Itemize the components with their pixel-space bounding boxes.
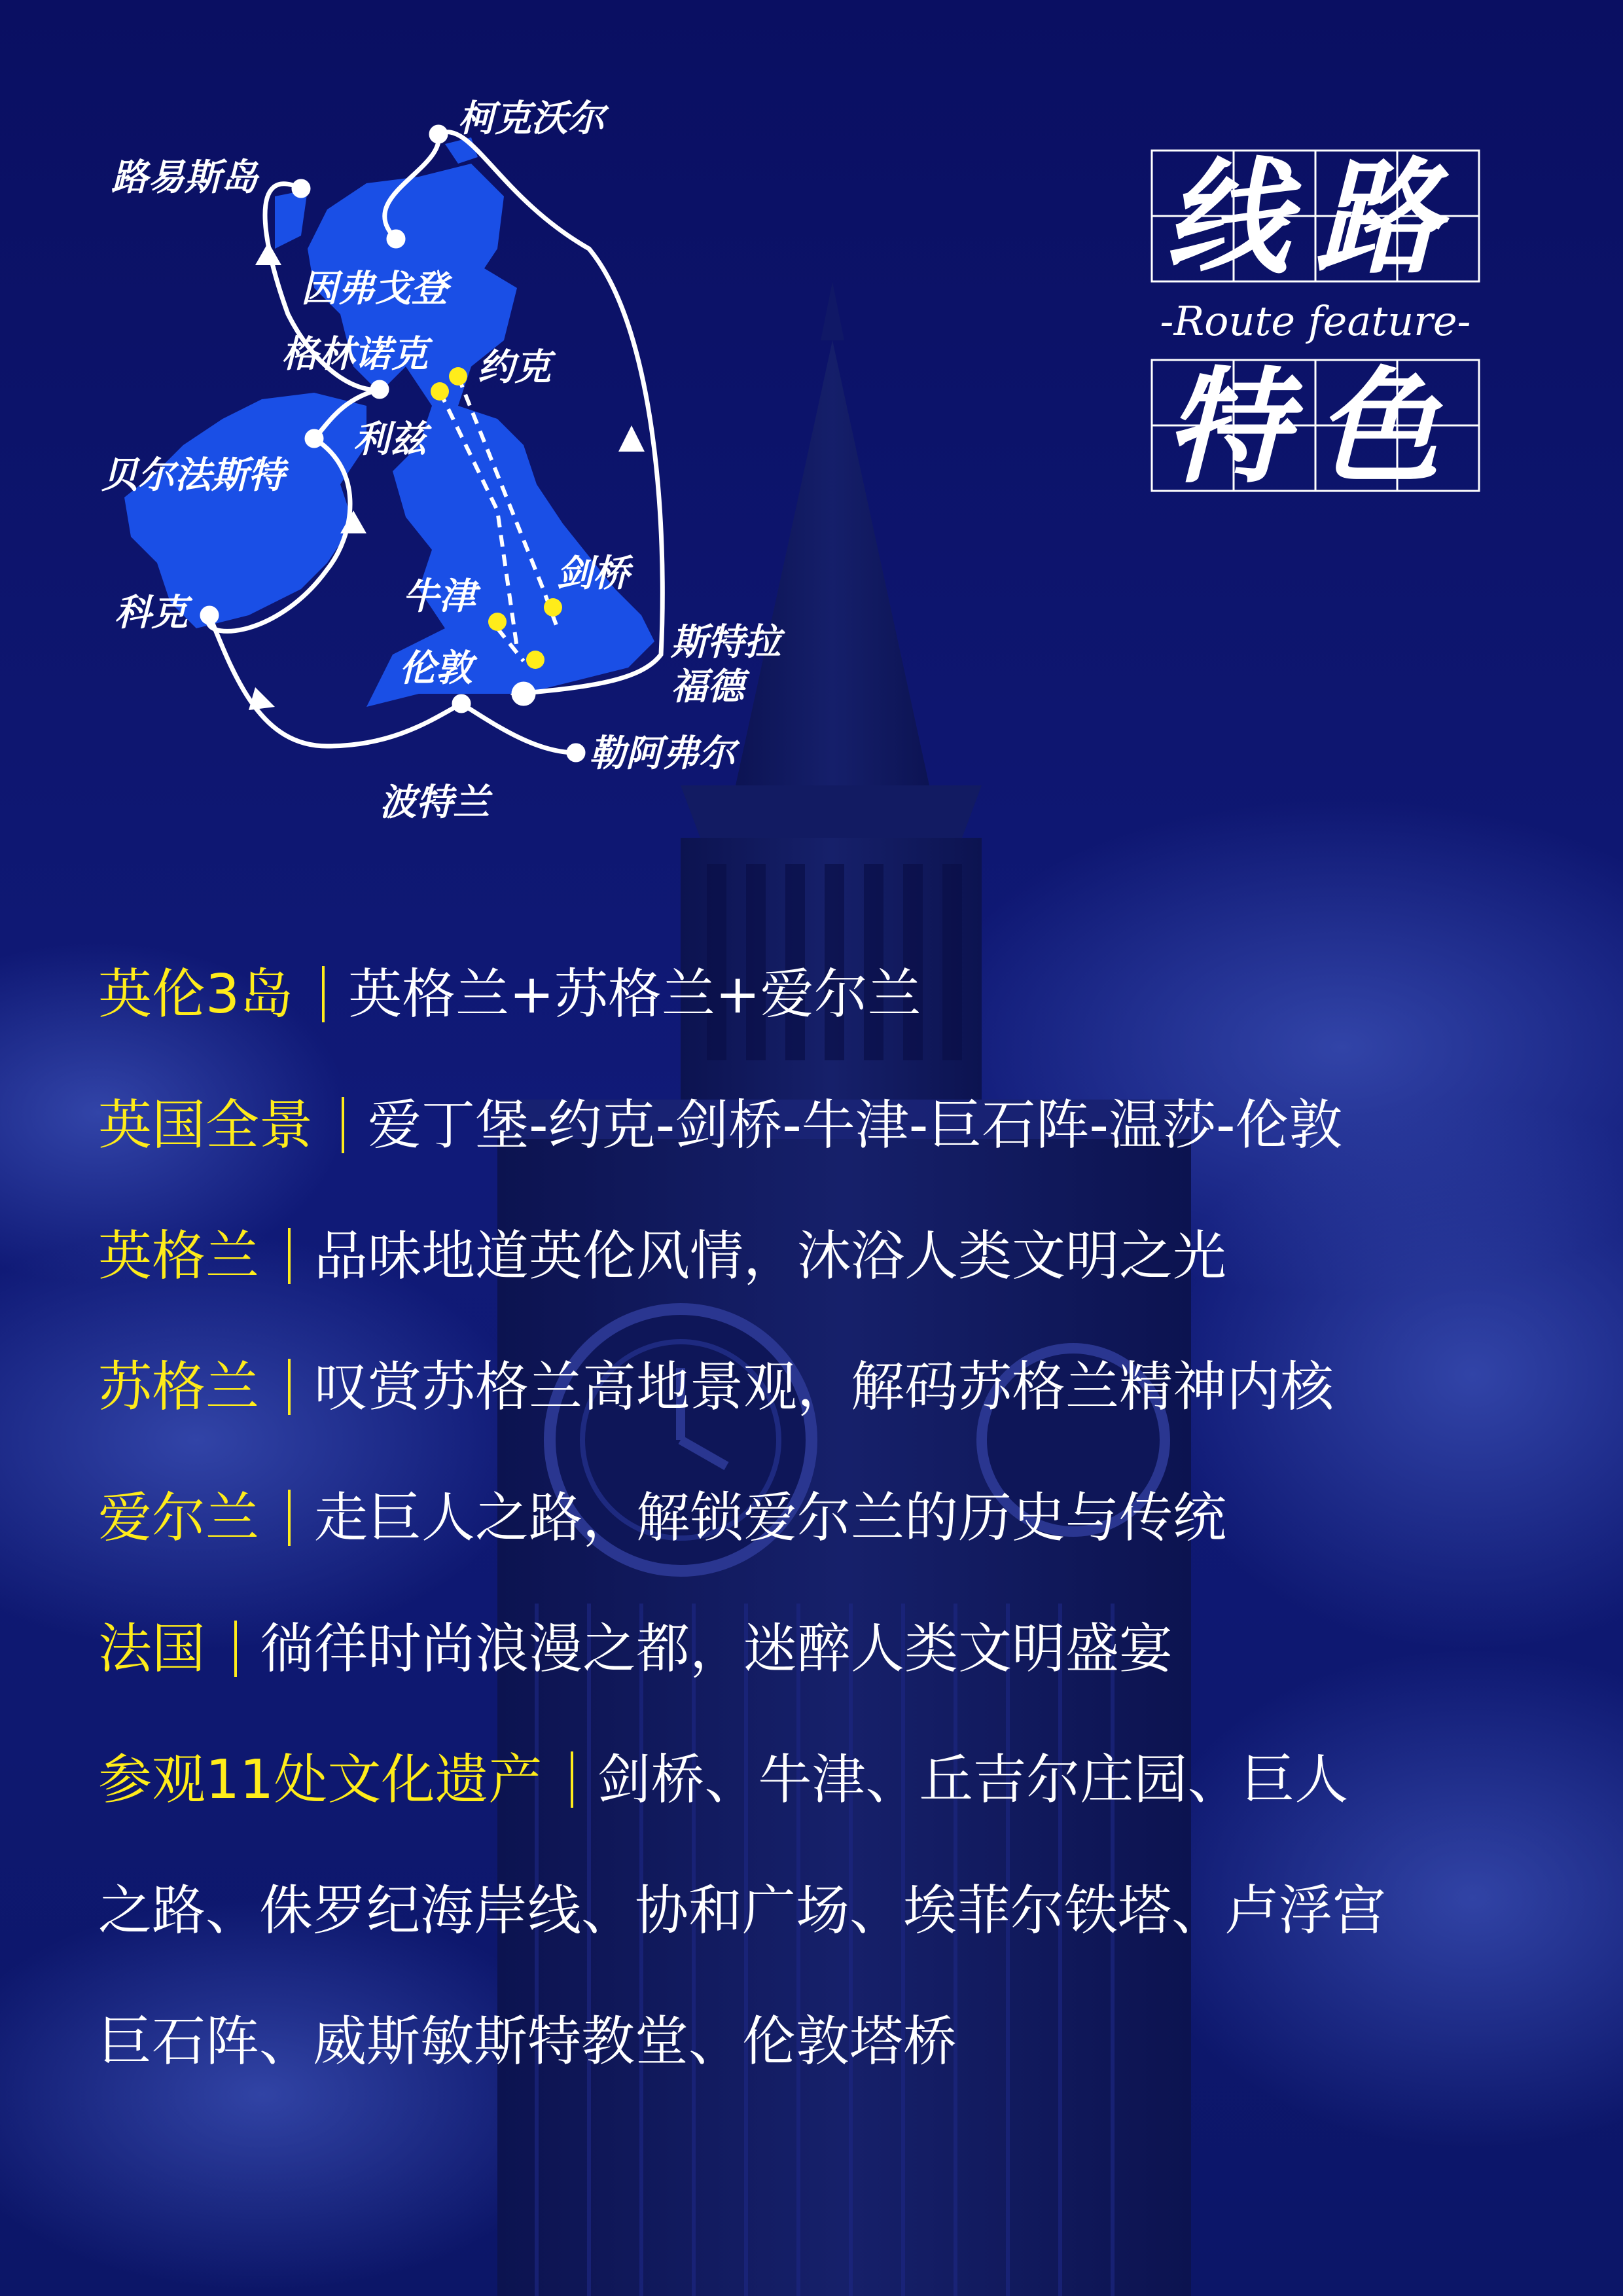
label-leeds: 利兹: [353, 418, 427, 461]
feature-tag: 参观11处文化遗产: [98, 1749, 543, 1811]
title-line-1: 线路: [1164, 145, 1466, 291]
feature-tag: 英国全景: [98, 1094, 313, 1157]
label-greenock: 格林诺克: [281, 333, 428, 376]
feature-text: 叹赏苏格兰高地景观，解码苏格兰精神内核: [314, 1356, 1334, 1418]
label-kirkwall: 柯克沃尔: [458, 98, 605, 140]
label-portland: 波特兰: [380, 781, 490, 824]
title-line-2: 特色: [1164, 354, 1466, 500]
title-subtitle: -Route feature-: [1160, 297, 1471, 345]
feature-row: [98, 1080, 1564, 1211]
feature-tag: 爱尔兰: [98, 1487, 260, 1549]
separator: [234, 1621, 237, 1677]
label-oxford: 牛津: [402, 575, 476, 618]
label-stratford-1: 斯特拉: [671, 621, 781, 664]
feature-text: 走巨人之路，解锁爱尔兰的历史与传统: [314, 1487, 1227, 1549]
label-cork: 科克: [115, 592, 188, 634]
route-feature-title: [1113, 137, 1518, 504]
separator: [288, 1359, 291, 1415]
label-le-havre: 勒阿弗尔: [589, 732, 736, 775]
label-london: 伦敦: [399, 647, 473, 690]
label-cambridge: 剑桥: [556, 552, 630, 595]
feature-text: 爱丁堡-约克-剑桥-牛津-巨石阵-温莎-伦敦: [368, 1094, 1343, 1157]
separator: [342, 1097, 344, 1153]
label-stratford-2: 福德: [671, 666, 744, 708]
feature-text: 徜徉时尚浪漫之都，迷醉人类文明盛宴: [260, 1618, 1173, 1680]
feature-tag: 苏格兰: [98, 1356, 260, 1418]
feature-row: [98, 949, 1564, 1080]
feature-tag: 法国: [98, 1618, 206, 1680]
feature-row: [98, 1342, 1564, 1473]
label-belfast: 贝尔法斯特: [101, 454, 285, 497]
label-inverness: 因弗戈登: [301, 268, 448, 310]
label-york: 约克: [478, 346, 551, 389]
separator: [288, 1490, 291, 1546]
feature-list: [98, 949, 1564, 2127]
feature-tag: 英格兰: [98, 1225, 260, 1287]
feature-text: 品味地道英伦风情，沐浴人类文明之光: [314, 1225, 1227, 1287]
separator: [322, 966, 325, 1022]
heritage-continued-line: 巨石阵、威斯敏斯特教堂、伦敦塔桥: [98, 2011, 957, 2073]
separator: [571, 1751, 573, 1808]
feature-row: [98, 1211, 1564, 1342]
feature-text: 剑桥、牛津、丘吉尔庄园、巨人: [597, 1749, 1349, 1811]
feature-text: 英格兰+苏格兰+爱尔兰: [348, 963, 921, 1026]
feature-row: [98, 1604, 1564, 1734]
feature-tag: 英伦3岛: [98, 963, 294, 1026]
label-lewis: 路易斯岛: [111, 156, 258, 199]
heritage-continued-line: 之路、侏罗纪海岸线、协和广场、埃菲尔铁塔、卢浮宫: [98, 1880, 1387, 1942]
feature-row: [98, 1734, 1564, 1865]
separator: [288, 1228, 291, 1284]
feature-row: [98, 1473, 1564, 1604]
